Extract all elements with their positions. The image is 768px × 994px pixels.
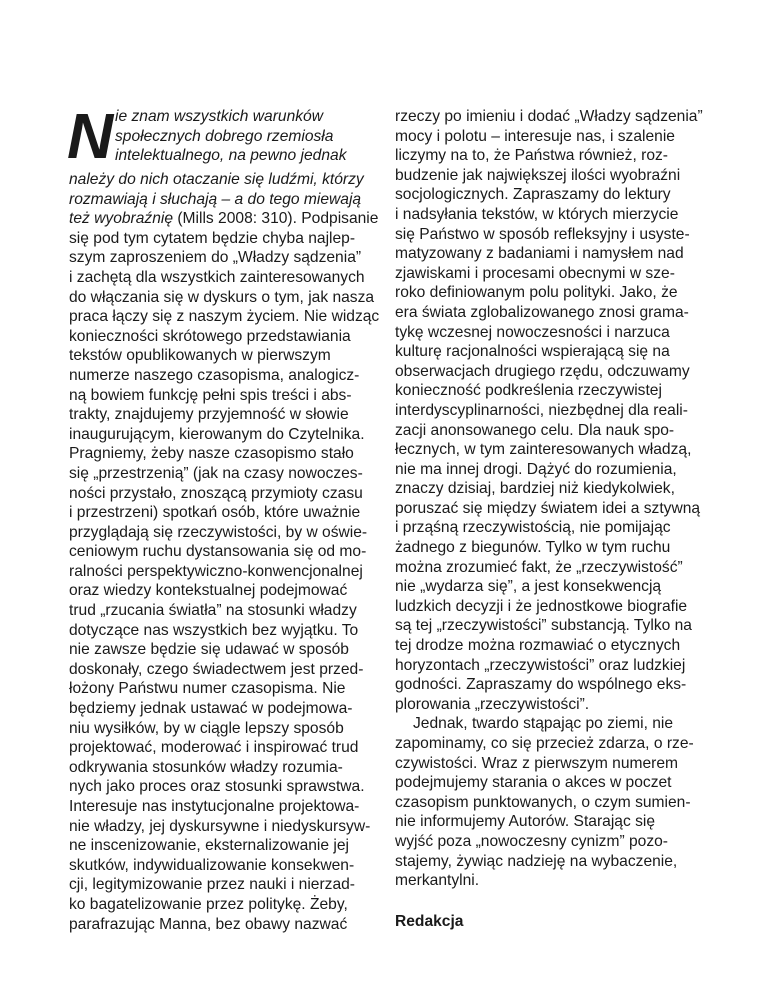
text-line: nie władzy, jej dyskursywne i niedyskursyw- xyxy=(69,817,371,835)
text-line: nie informujemy Autorów. Starając się xyxy=(395,813,656,831)
text-line: tykę wczesnej nowoczesności i narzuca xyxy=(395,323,670,341)
text-line: numerze naszego czasopisma, analogicz- xyxy=(69,366,360,384)
text-line: nie ma innej drogi. Dążyć do rozumienia, xyxy=(395,460,677,478)
text-line: doskonały, czego świadectwem jest przed- xyxy=(69,660,364,678)
citation: (Mills 2008: 310). Podpisanie xyxy=(173,210,379,228)
text-line: zapominamy, co się przecież zdarza, o rze- xyxy=(395,735,694,752)
text-line: matyzowany z badaniami i namysłem nad xyxy=(395,245,684,263)
text-line: ną bowiem funkcję pełni spis treści i abs- xyxy=(69,386,352,404)
text-line: ceniowym ruchu dystansowania się od mo- xyxy=(69,543,367,561)
text-line: będziemy jednak ustawać w podejmowa- xyxy=(69,700,353,718)
quote-citation-line xyxy=(69,209,377,229)
text-line: tej drodze można rozmawiać o etycznych xyxy=(395,637,681,655)
left-column xyxy=(67,100,380,934)
text-line: szym zaproszeniem do „Władzy sądzenia” xyxy=(69,249,362,267)
text-line: nych jako proces oraz stosunki sprawstwa. xyxy=(69,778,365,796)
text-line: stajemy, żywiąc nadzieję na wybaczenie, xyxy=(395,852,678,870)
text-line: można zrozumieć fakt, że „rzeczywistość” xyxy=(395,558,683,576)
text-line: ko bagatelizowanie przez politykę. Żeby, xyxy=(69,895,348,913)
text-line: są tej „rzeczywistości” substancją. Tylko na xyxy=(395,617,692,635)
signature: Redakcja xyxy=(395,912,464,930)
text-line: liczymy na to, że Państwa również, roz- xyxy=(395,147,668,165)
text-line: zjawiskami i procesami obecnymi w sze- xyxy=(395,264,675,282)
text-line: niu wysiłków, by w ciągle lepszy sposób xyxy=(69,719,344,737)
text-line: ludzkich decyzji i że jednostkowe biografie xyxy=(395,597,688,615)
text-line: socjologicznych. Zapraszamy do lektury xyxy=(395,186,671,204)
text-line: parafrazując Manna, bez obawy nazwać xyxy=(69,915,348,933)
right-paragraph-2 xyxy=(395,714,717,890)
quote-end: też wyobraźnię xyxy=(69,210,174,228)
text-line: tekstów opublikowanych w pierwszym xyxy=(69,347,331,365)
text-line: żadnego z biegunów. Tylko w tym ruchu xyxy=(395,539,671,557)
text-line: skutków, indywidualizowanie konsekwen- xyxy=(69,856,355,874)
text-line: oraz wiedzy kontekstualnej podejmować xyxy=(69,582,348,600)
text-line: i zachętą dla wszystkich zainteresowanych xyxy=(69,268,365,286)
text-line: się „przestrzenią” (jak na czasy nowoczes- xyxy=(69,464,363,482)
text-line: trakty, znajdujemy przyjemność w słowie xyxy=(69,406,349,424)
text-line: i prząśną rzeczywistością, nie pomijając xyxy=(395,519,671,537)
text-line: ralności perspektywiczno-konwencjonalnej xyxy=(69,562,363,580)
text-line: projektować, moderować i inspirować trud xyxy=(69,739,359,757)
quote-line: należy do nich otaczanie się ludźmi, którzy xyxy=(69,171,364,188)
text-line: przyglądają się rzeczywistości, by w oświe- xyxy=(69,523,368,541)
text-line: odkrywania stosunków władzy rozumia- xyxy=(69,758,343,776)
text-line: podejmujemy starania o akces w poczet xyxy=(395,774,672,792)
text-line: czywistości. Wraz z pierwszym numerem xyxy=(395,754,679,772)
text-line: konieczność podkreślenia rzeczywistej xyxy=(395,382,662,400)
text-line: horyzontach „rzeczywistości” oraz ludzkiej xyxy=(395,656,686,674)
text-line: nie „wydarza się”, a jest konsekwencją xyxy=(395,578,662,596)
text-line: mocy i polotu – interesuje nas, i szalenie xyxy=(395,127,675,145)
text-line: się Państwo w sposób refleksyjny i usyste- xyxy=(395,225,690,243)
text-line: do włączania się w dyskurs o tym, jak nasza xyxy=(69,288,375,306)
text-line: trud „rzucania światła” na stosunki władzy xyxy=(69,602,357,620)
text-line: łecznych, w tym zainteresowanych władzą, xyxy=(395,441,692,459)
text-line: praca łączy się z naszym życiem. Nie widząc xyxy=(69,308,380,326)
text-line: ne inscenizowanie, eksternalizowanie jej xyxy=(69,837,349,855)
text-line: plorowania „rzeczywistości”. xyxy=(395,695,590,713)
text-line: nie zawsze będzie się udawać w sposób xyxy=(69,641,349,659)
text-line: budzenie jak największej ilości wyobraźni xyxy=(395,166,681,184)
text-line: rzeczy po imieniu i dodać „Władzy sądzenia” xyxy=(395,108,703,125)
quote-line: rozmawiają i słuchają – a do tego miewają xyxy=(69,190,362,208)
text-line: Pragniemy, żeby nasze czasopismo stało xyxy=(69,445,354,463)
text-line: poruszać się między światem idei a sztywną xyxy=(395,499,701,517)
intro-line: intelektualnego, na pewno jednak xyxy=(115,147,347,165)
text-line: zacji anonsowanego celu. Dla nauk spo- xyxy=(395,421,675,439)
right-paragraph-1 xyxy=(395,107,717,714)
text-line: godności. Zapraszamy do wspólnego eks- xyxy=(395,676,687,694)
text-line: i przestrzeni) spotkań osób, które uważnie xyxy=(69,504,361,522)
text-line: roko definiowanym polu polityki. Jako, że xyxy=(395,284,678,302)
text-line: dotyczące nas wszystkich bez wyjątku. To xyxy=(69,621,359,639)
intro-line: ie znam wszystkich warunków xyxy=(115,108,323,125)
drop-cap: N xyxy=(67,100,114,172)
text-line: kulturę racjonalności wspierającą się na xyxy=(395,343,670,361)
text-line: interdyscyplinarności, niezbędnej dla reali- xyxy=(395,401,688,419)
text-line: obserwacjach drugiego rzędu, odczuwamy xyxy=(395,362,690,380)
text-line: się pod tym cytatem będzie chyba najlep- xyxy=(69,229,356,247)
text-line: inaugurującym, kierowanym do Czytelnika. xyxy=(69,425,365,443)
text-line: wyjść poza „nowoczesny cynizm” pozo- xyxy=(395,832,668,850)
text-line: i nadsyłania tekstów, w których mierzycie xyxy=(395,205,679,223)
text-line: konieczności skrótowego przedstawiania xyxy=(69,327,351,345)
text-line: znaczy dzisiaj, bardziej niż kiedykolwiek, xyxy=(395,480,675,498)
text-line: cji, legitymizowanie przez nauki i nierzad- xyxy=(69,876,356,894)
text-line: łożony Państwu numer czasopisma. Nie xyxy=(69,680,346,698)
intro-line: społecznych dobrego rzemiosła xyxy=(115,127,334,145)
text-line: Jednak, twardo stąpając po ziemi, nie xyxy=(413,715,674,733)
text-line: Interesuje nas instytucjonalne projektowa- xyxy=(69,798,360,815)
right-column xyxy=(395,107,717,931)
left-body-text xyxy=(69,229,380,934)
text-line: ności przystało, znoszącą przymioty czasu xyxy=(69,484,363,502)
text-line: merkantylni. xyxy=(395,872,480,890)
text-line: czasopism punktowanych, o czym sumien- xyxy=(395,793,691,811)
text-line: era świata zglobalizowanego znosi grama- xyxy=(395,303,689,321)
